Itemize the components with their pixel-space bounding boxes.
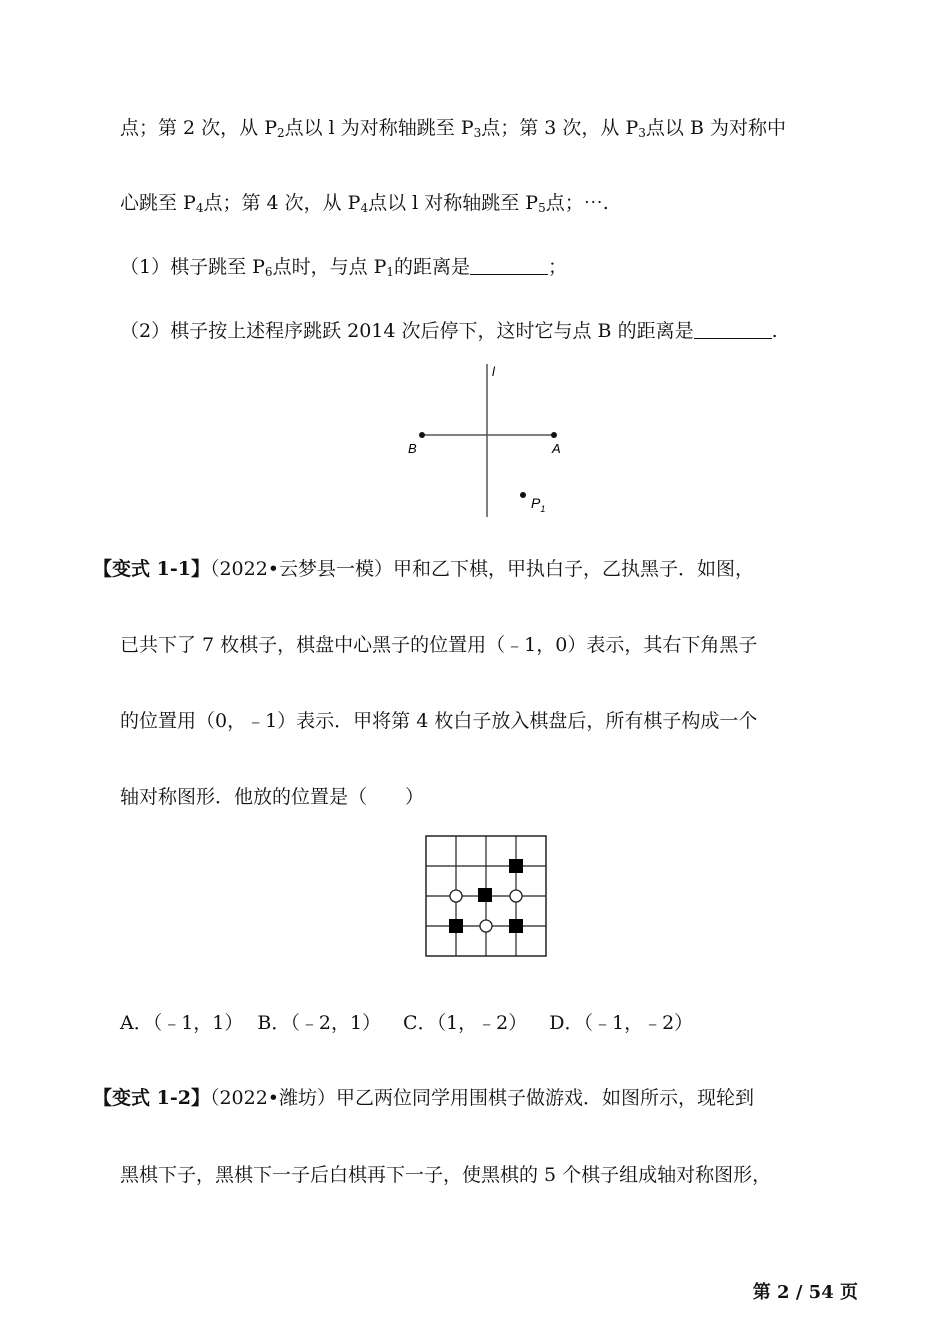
black-stone bbox=[509, 919, 523, 933]
variant-1-line-1: 【变式 1-1】（2022•云梦县一模）甲和乙下棋，甲执白子，乙执黑子．如图， bbox=[93, 558, 755, 580]
answer-options bbox=[120, 1010, 707, 1036]
point-b-dot bbox=[419, 432, 425, 438]
question-2: （2）棋子按上述程序跳跃 2014 次后停下，这时它与点 B 的距离是 . bbox=[120, 320, 778, 342]
variant-1-tag: 【变式 1-1】 bbox=[93, 558, 210, 580]
option-c[interactable]: C．（1，﹣2） bbox=[403, 1012, 528, 1034]
black-stone-center bbox=[478, 888, 492, 902]
question-1: （1）棋子跳至 $P_6$点时，与点 $P_1$的距离是 ； bbox=[120, 256, 568, 279]
text-line-1: 点；第 2 次，从 $P_2$点以 l 为对称轴跳至 $P_3$点；第 3 次，从 $P_3$点以 B 为对称中 bbox=[120, 117, 786, 140]
answer-blank-2[interactable] bbox=[694, 320, 772, 339]
option-a[interactable]: A．（﹣1，1） bbox=[120, 1012, 244, 1034]
label-b: B bbox=[408, 441, 417, 456]
symmetry-figure bbox=[400, 362, 590, 522]
variant-2-tag: 【变式 1-2】 bbox=[93, 1087, 210, 1109]
variant-2-line-2: 黑棋下子，黑棋下一子后白棋再下一子，使黑棋的 5 个棋子组成轴对称图形， bbox=[120, 1164, 772, 1186]
option-d[interactable]: D．（﹣1，﹣2） bbox=[549, 1012, 694, 1034]
variant-1-line-4: 轴对称图形．他放的位置是（ ） bbox=[120, 786, 425, 808]
black-stone bbox=[449, 919, 463, 933]
variant-1-line-2: 已共下了 7 枚棋子，棋盘中心黑子的位置用（﹣1，0）表示，其右下角黑子 bbox=[120, 634, 758, 656]
black-stone bbox=[509, 859, 523, 873]
label-p1: $P_1$ bbox=[531, 495, 546, 514]
white-stone bbox=[450, 890, 462, 902]
page-number: 第 2 / 54 页 bbox=[752, 1282, 858, 1303]
text-line-2: 心跳至 $P_4$点；第 4 次，从 $P_4$点以 l 对称轴跳至 $P_5$点；⋯. bbox=[120, 192, 609, 215]
point-a-dot bbox=[551, 432, 557, 438]
variant-1-line-3: 的位置用（0，﹣1）表示．甲将第 4 枚白子放入棋盘后，所有棋子构成一个 bbox=[120, 710, 758, 732]
go-board-figure bbox=[425, 835, 549, 959]
label-a: A bbox=[552, 441, 561, 456]
point-p1-dot bbox=[520, 492, 526, 498]
label-l: l bbox=[492, 364, 495, 379]
option-b[interactable]: B．（﹣2，1） bbox=[257, 1012, 382, 1034]
answer-blank-1[interactable] bbox=[470, 256, 548, 275]
white-stone bbox=[480, 920, 492, 932]
variant-2-line-1: 【变式 1-2】（2022•潍坊）甲乙两位同学用围棋子做游戏．如图所示，现轮到 bbox=[93, 1087, 755, 1109]
white-stone bbox=[510, 890, 522, 902]
